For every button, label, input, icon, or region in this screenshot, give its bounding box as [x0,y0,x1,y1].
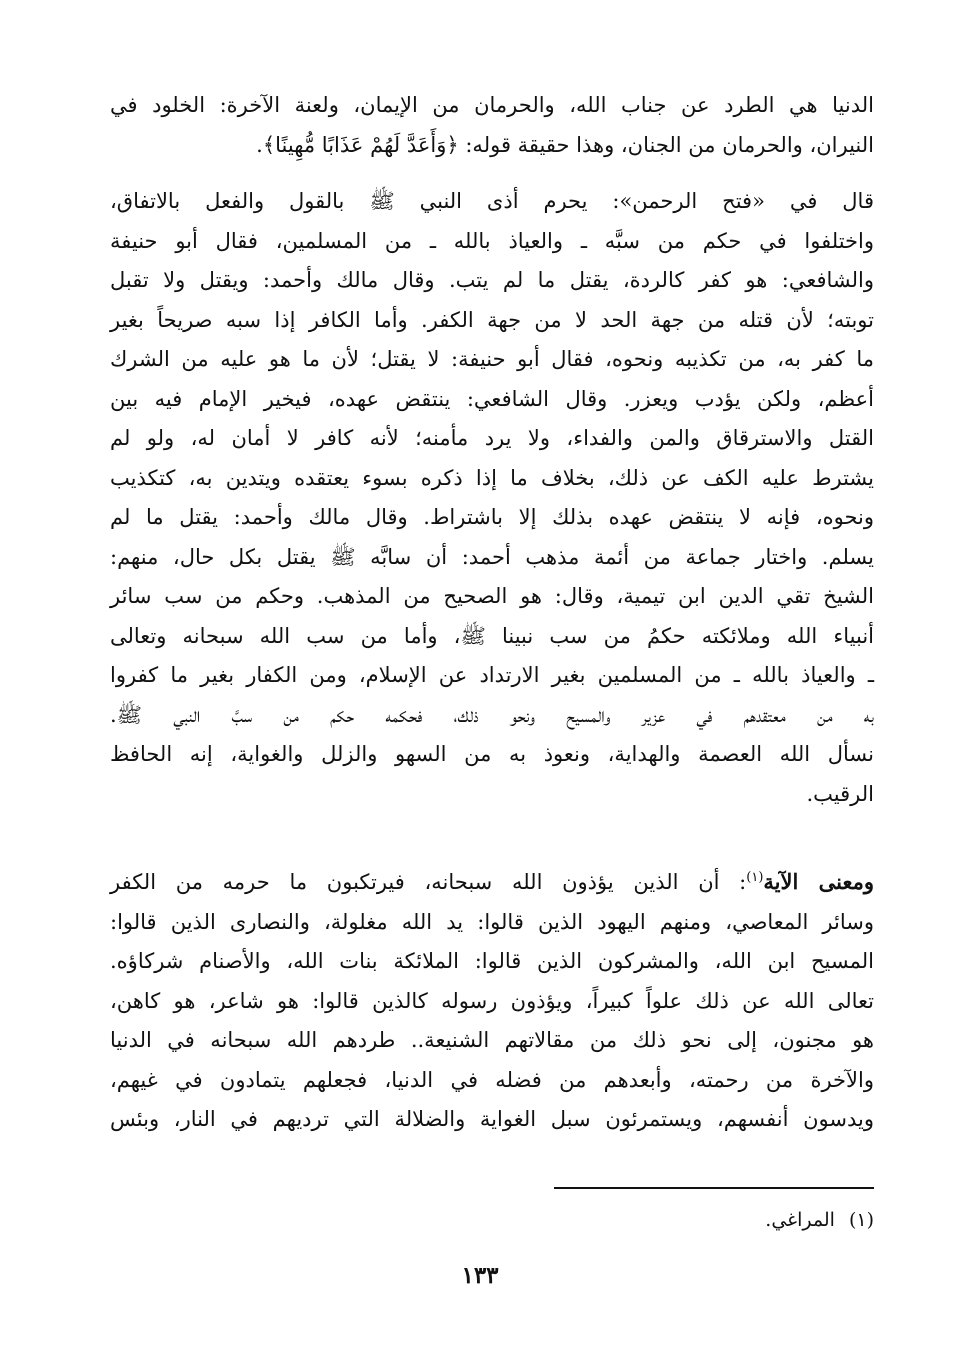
text-line: الدنيا هي الطرد عن جناب الله، والحرمان من الإيمان، ولعنة الآخرة: الخلود في [110,93,874,117]
footnote-text: المراغي. [765,1209,835,1231]
footnote-number: (١) [848,1209,874,1231]
text-line: ويدسون أنفسهم، ويستمرئون سبل الغواية والضلالة التي ترديهم في النار، وبئس [110,1107,874,1131]
text-line: الشيخ تقي الدين ابن تيمية، وقال: هو الصحيح من المذهب. وحكم من سب سائر [110,584,874,608]
text-line: ـ والعياذ بالله ـ من المسلمين بغير الارتداد عن الإسلام، ومن الكفار بغير ما كفروا [110,663,874,687]
text-line: قال في «فتح الرحمن»: يحرم أذى النبي ﷺ بالقول والفعل بالاتفاق، [110,189,874,213]
text-line: به من معتقدهم في عزير والمسيح ونحو ذلك، فحكمه حكم من سبَّ النبي ﷺ. [110,702,874,727]
text-line: أعظم، ولكن يؤدب ويعزر. وقال الشافعي: ينتقض عهده، فيخير الإمام فيه بين [110,386,874,411]
footnote-reference[interactable]: (١) [746,870,764,885]
text-line: ونحوه، فإنه لا ينتقض عهده بذلك إلا باشتراط. وقال مالك وأحمد: يقتل ما لم [110,505,874,529]
text-line: يسلم. واختار جماعة من أئمة مذهب أحمد: أن سابَّه ﷺ يقتل بكل حال، منهم: [110,544,874,569]
text-line: والشافعي: هو كفر كالردة، يقتل ما لم يتب. وقال مالك وأحمد: ويقتل ولا تقبل [110,268,874,292]
paragraph-3 [110,862,874,1140]
paragraph-2 [110,182,874,814]
text-line [110,862,874,903]
text-line: تعالى الله عن ذلك علواً كبيراً، ويؤذون رسوله كالذين قالوا: هو شاعر، هو كاهن، [110,988,874,1013]
text-line-rest: : أن الذين يؤذون الله سبحانه، فيرتكبون ما حرمه من الكفر [110,870,747,894]
paragraph-lead: ومعنى الآية [763,869,875,894]
text-line: هو مجنون، إلى نحو ذلك من مقالاتهم الشنيعة.. طردهم الله سبحانه في الدنيا [110,1028,874,1052]
page-number: ١٣٣ [461,1262,499,1289]
text-line: نسأل الله العصمة والهداية، ونعوذ به من السهو والزلل والغواية، إنه الحافظ [110,742,874,766]
text-line: وسائر المعاصي، ومنهم اليهود الذين قالوا: يد الله مغلولة، والنصارى الذين قالوا: [110,909,874,934]
text-line: النيران، والحرمان من الجنان، وهذا حقيقة قوله: ﴿وَأَعَدَّ لَهُمْ عَذَابًا مُّهِينًا﴾. [256,132,874,157]
text-line: ما كفر به، من تكذيبه ونحوه، فقال أبو حنيفة: لا يقتل؛ لأن ما هو عليه من الشرك [110,347,874,371]
paragraph-1 [110,86,874,165]
text-line: أنبياء الله وملائكته حكمُ من سب نبينا ﷺ، وأما من سب الله سبحانه وتعالى [110,623,874,648]
footnote-divider [554,1187,874,1189]
text-line: القتل والاسترقاق والمن والفداء، ولا يرد مأمنه؛ لأنه كافر لا أمان له، ولو لم [110,426,874,450]
text-line: واختلفوا في حكم من سبَّه ـ والعياذ بالله ـ من المسلمين، فقال أبو حنيفة [110,228,874,253]
footnote [765,1209,874,1231]
text-line: والآخرة من رحمته، وأبعدهم من فضله في الدنيا، فجعلهم يتمادون في غيهم، [110,1067,874,1092]
text-line: توبته؛ لأن قتله من جهة الحد لا من جهة الكفر. وأما الكافر إذا سبه صريحاً بغير [110,307,874,332]
text-line: يشترط عليه الكف عن ذلك، بخلاف ما إذا ذكره بسوء يعتقده ويتدين به، كتكذيب [110,465,874,490]
text-line: الرقيب. [806,781,874,806]
text-line: المسيح ابن الله، والمشركون الذين قالوا: الملائكة بنات الله، والأصنام شركاؤه. [110,949,874,973]
